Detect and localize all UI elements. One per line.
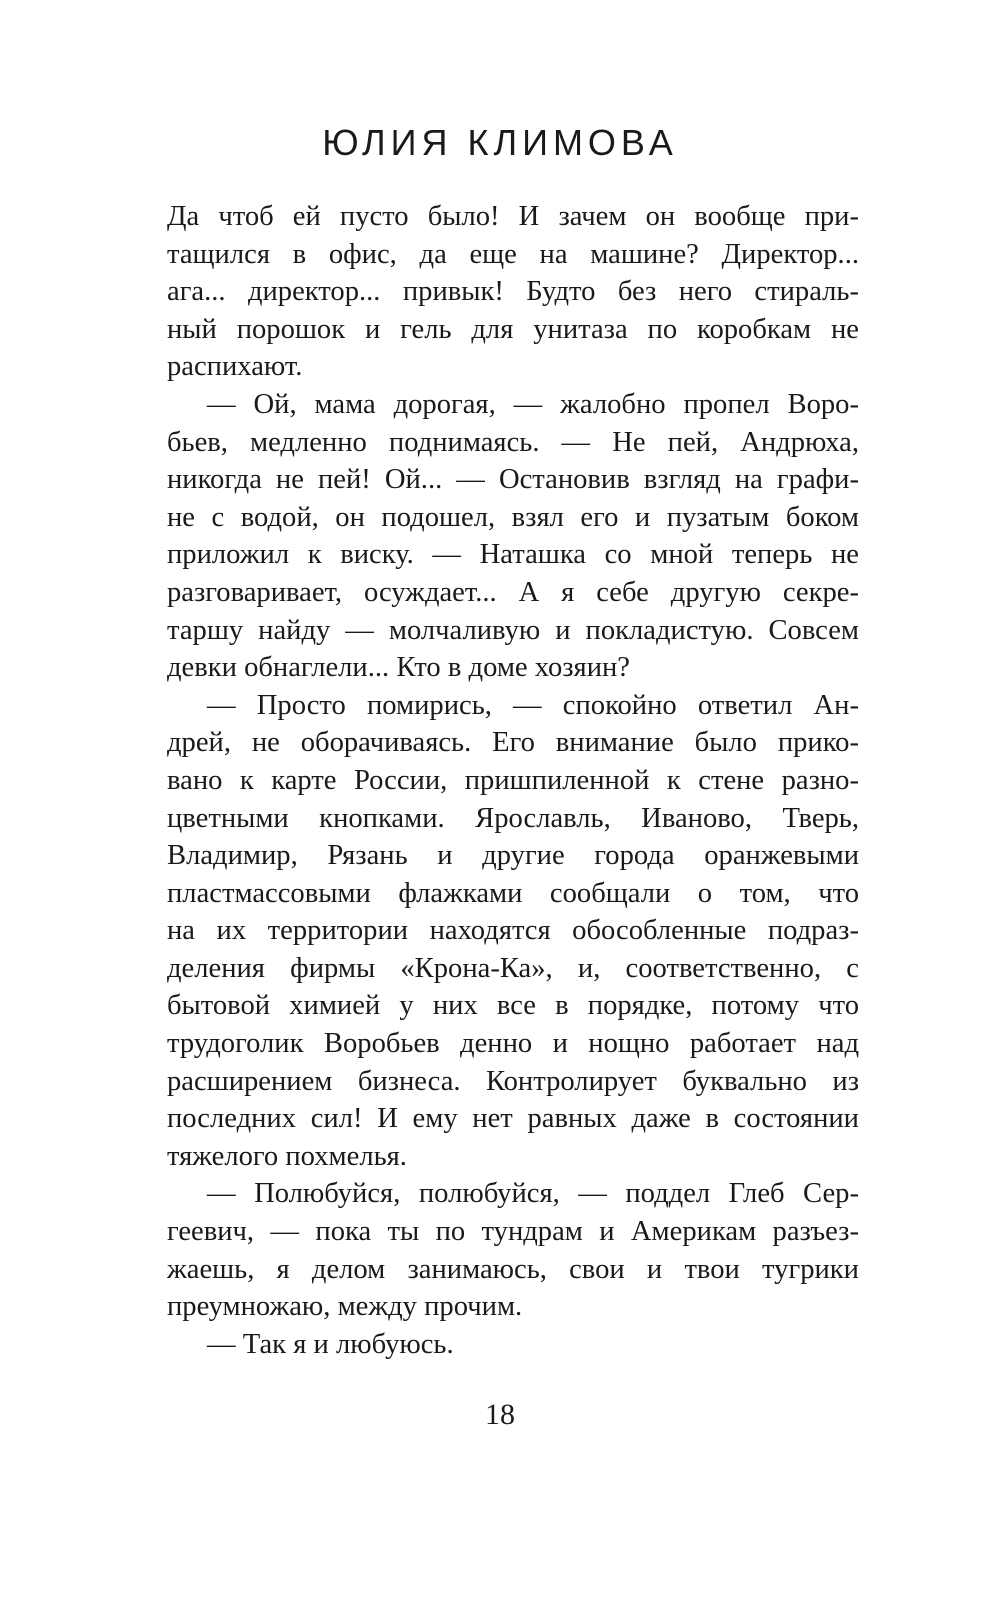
text-line: — Просто помирись, — спокойно ответил Ан- (207, 689, 859, 721)
text-line: жаешь, я делом занимаюсь, свои и твои тугрики (167, 1253, 859, 1285)
text-line: вано к карте России, пришпиленной к стене разно- (167, 764, 859, 796)
text-line: ный порошок и гель для унитаза по коробкам не (167, 313, 859, 345)
text-line: Да чтоб ей пусто было! И зачем он вообще при- (167, 201, 859, 232)
text-line: распихают. (167, 351, 303, 383)
text-line: — Полюбуйся, полюбуйся, — поддел Глеб Сер- (207, 1178, 859, 1210)
text-line: не с водой, он подошел, взял его и пузатым боком (167, 501, 859, 533)
text-line: ага... директор... привык! Будто без него стираль- (167, 276, 859, 308)
text-line: бытовой химией у них все в порядке, потому что (167, 990, 859, 1022)
text-line: деления фирмы «Крона-Ка», и, соответственно, с (167, 952, 859, 984)
text-line: дрей, не оборачиваясь. Его внимание было прико- (167, 727, 859, 759)
text-line: — Так я и любуюсь. (207, 1328, 454, 1360)
text-line: тащился в офис, да еще на машине? Директор... (167, 238, 859, 270)
page-number: 18 (485, 1398, 515, 1431)
text-line: последних сил! И ему нет равных даже в состоянии (167, 1103, 859, 1135)
text-line: преумножаю, между прочим. (167, 1291, 523, 1323)
body-text (167, 198, 859, 1363)
text-line: никогда не пей! Ой... — Остановив взгляд на графи- (167, 464, 859, 496)
text-line: разговаривает, осуждает... А я себе другую секре- (167, 576, 859, 608)
text-line: на их территории находятся обособленные подраз- (167, 915, 859, 947)
text-line: пластмассовыми флажками сообщали о том, что (167, 877, 859, 909)
text-line: расширением бизнеса. Контролирует буквально из (167, 1065, 859, 1097)
text-line: — Ой, мама дорогая, — жалобно пропел Воро- (207, 388, 859, 420)
text-line: девки обнаглели... Кто в доме хозяин? (167, 652, 630, 684)
text-line: бьев, медленно поднимаясь. — Не пей, Андрюха, (167, 426, 859, 458)
text-line: цветными кнопками. Ярославль, Иваново, Тверь, (167, 802, 859, 834)
text-line: приложил к виску. — Наташка со мной теперь не (167, 539, 859, 571)
text-line: Владимир, Рязань и другие города оранжевыми (167, 840, 859, 872)
running-head: ЮЛИЯ КЛИМОВА (322, 122, 678, 163)
text-line: геевич, — пока ты по тундрам и Америкам разъез- (167, 1216, 859, 1248)
text-line: трудоголик Воробьев денно и нощно работает над (167, 1028, 859, 1060)
text-line: таршу найду — молчаливую и покладистую. Совсем (167, 614, 859, 646)
text-line: тяжелого похмелья. (167, 1140, 407, 1172)
